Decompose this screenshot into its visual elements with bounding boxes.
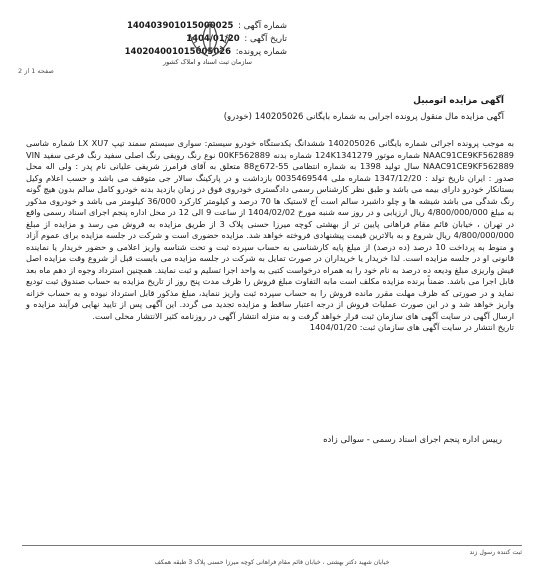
emblem-logo-icon [180,18,240,62]
meta-value: 1404/01/20 [186,34,240,44]
logo-caption: سازمان ثبت اسناد و املاک کشور [163,58,252,66]
page-footer [22,545,522,566]
page-number: صفحه 1 از 2 [18,67,54,75]
footer-registrar: ثبت کننده رسول زند [469,549,522,556]
meta-value: 140403901015000025 [126,21,234,31]
notice-title: آگهی مزایده اتومبیل [413,96,504,106]
meta-label: تاریخ آگهی : [244,34,287,44]
publish-date-line: تاریخ انتشار در سایت آگهی های سازمان ثبت: 1404/01/20 [309,322,514,332]
notice-body-text: به موجب پرونده اجرائی شماره بایگانی 140205026 ششدانگ یکدستگاه خودرو سیستم: سواری سیستم سمند تیپ LX XU7 شماره شاسی NAAC91CE9KF562889 شماره موتور 124K1341279 شماره بدنه 00KF562889 نوع رنگ رویفی رنگ اصلی سفید رنگ فرعی سفید VIN NAAC91CE9KF562889 سال تولید 1398 به شماره انتظامی 55-672ج88 متعلق به آقای فرامرز شریفی علیانی نام پدر : ولی اله محل صدور : ایران تاریخ تولد : 1347/12/20 شماره ملی 0035469544 بازداشت و در پارکینگ سالار جی متوقف می باشد و حسب اعلام وکیل بستانکار خودرو دارای بیمه می باشد و طبق نظر کارشناس رسمی دادگستری خودروی فوق در زمان بازدید بدنه خودرو کامل سالم بدون هیچ گونه رنگ شدگی می باشد شیشه ها و چلو داشبرد سالم است آج لاستیک ها 70 درصد و کیلومتر کارکرد 36/000 کیلومتر می باشد و خودروی مذکور به مبلغ 4/800/000/000 ریال ارزیابی و در روز سه شنبه مورخ 1404/02/02 از ساعت 9 الی 12 در محل اداره پنجم اجرای اسناد رسمی واقع در تهران ، خیابان قائم مقام فراهانی پایین تر از بهشتی کوچه میرزا حسنی پلاک 3 از طریق مزایده به فروش می رسد و مزایده از مبلغ 4/800/000/000 ریال شروع و به بالاترین قیمت پیشنهادی فروخته خواهد شد. مزایده حضوری است و شرکت در جلسه مزایده برای عموم آزاد و منوط به پرداخت 10 درصد (ده درصد) از مبلغ پایه کارشناسی به حساب سپرده ثبت و تحت شناسه واریز اعلامی و حضور خریدار یا نماینده قانونی او در جلسه مزایده است. لذا خریدار یا خریداران در صورت تمایل به شرکت در جلسه مزایده می بایست قبل از شروع وقت مزایده اصل فیش واریزی مبلغ ودیعه ده درصد به نام خود را به همراه درخواست کتبی به واحد اجرا تسلیم و ثبت نمایند. همچنین استرداد وجوه از دهم ماه بعد قابل اجرا می باشد. ضمناً برنده مزایده مکلف است مابه التفاوت مبلغ فروش را ظرف مدت پنج روز از تاریخ مزایده به حساب صندوق ثبت تودیع نماید و در صورتی که ظرف مهلت مقرر مانده فروش را به حساب سپرده ثبت واریز ننماید، مبلغ مذکور قابل استرداد نبوده و به حساب خزانه واریز خواهد شد و در این صورت عملیات فروش از درجه اعتبار ساقط و مزایده تجدید می گردد. این آگهی پس از تایید نهایی فرآیند مزایده و ارسال آگهی در سایت آگهی های سازمان ثبت قرار خواهد گرفت و به منزله انتشار آگهی در روزنامه کثیر الانتشار محلی است. [26,138,515,321]
notice-body [26,138,514,334]
meta-label: شماره آگهی : [238,21,287,31]
meta-value: 140204001015005026 [124,47,232,57]
footer-address: خیابان شهید دکتر بهشتی ، خیابان قائم مقام فراهانی کوچه میرزا حسنی پلاک 3 طبقه همکف [154,559,390,566]
meta-label: شماره پرونده: [235,47,287,57]
signature-line: رییس اداره پنجم اجرای اسناد رسمی - سوالی زاده [323,435,502,445]
notice-subtitle: آگهی مزایده مال منقول پرونده اجرایی به شماره بایگانی 140205026 (خودرو) [223,112,504,122]
